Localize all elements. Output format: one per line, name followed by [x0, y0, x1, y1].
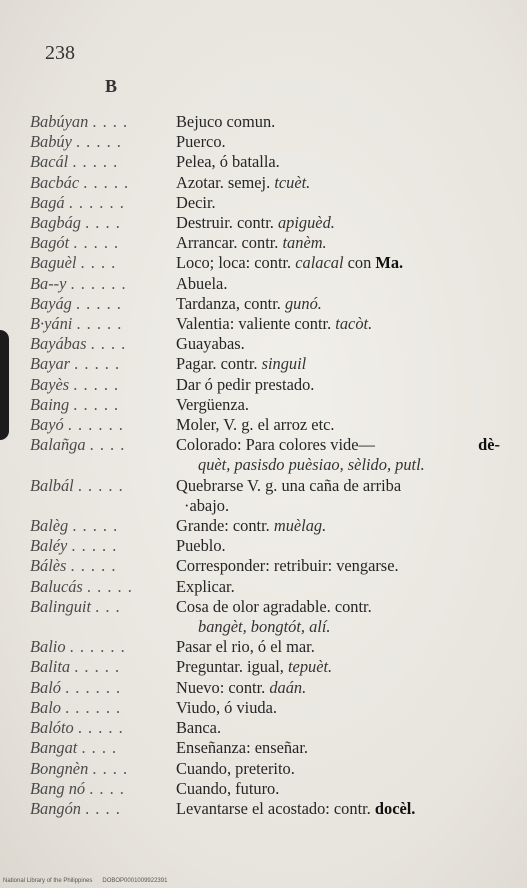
entry-bayo	[30, 415, 500, 435]
entry-term: Balita . . . . .	[30, 657, 121, 677]
entry-definition: Corresponder: retribuir: vengarse.	[176, 556, 399, 576]
entry-baing	[30, 395, 500, 415]
entry-definition: Pagar. contr. singuil	[176, 354, 307, 374]
entry-bacbac	[30, 173, 500, 193]
entry-term: Babúy . . . . .	[30, 132, 122, 152]
entry-definition: Banca.	[176, 718, 222, 738]
entry-babuyan	[30, 112, 500, 132]
entry-bayar	[30, 354, 500, 374]
entry-term: Bálès . . . . .	[30, 556, 117, 576]
entry-bacal	[30, 152, 500, 172]
scan-footer	[3, 878, 167, 884]
entry-term: Bagá . . . . . .	[30, 192, 125, 212]
entry-definition: Destruir. contr. apiguèd.	[176, 213, 335, 233]
entry-balinguit	[30, 597, 500, 637]
entry-babuy	[30, 132, 500, 152]
entry-term: Balinguit . . .	[30, 596, 121, 616]
entry-term: Bacbác . . . . .	[30, 172, 130, 192]
entry-term: Bangón . . . .	[30, 798, 121, 818]
entry-ba-y	[30, 274, 500, 294]
entry-term: B·yáni . . . . .	[30, 314, 123, 334]
entry-term: Baing . . . . .	[30, 394, 120, 414]
entry-term: Bongnèn . . . .	[30, 758, 129, 778]
entry-bayani	[30, 314, 500, 334]
entry-bagbag	[30, 213, 500, 233]
entry-bangon	[30, 799, 500, 819]
entry-definition: Quebrarse V. g. una caña de arriba ·abajo.	[176, 475, 402, 515]
entry-term: Bayar . . . . .	[30, 354, 121, 374]
entry-term: Baléy . . . . .	[30, 536, 118, 556]
entry-definition: Grande: contr. muèlag.	[176, 516, 327, 536]
entry-definition: Nuevo: contr. daán.	[176, 677, 307, 697]
entry-definition: Pasar el rio, ó el mar.	[176, 637, 315, 657]
entry-term: Bayès . . . . .	[30, 374, 120, 394]
entry-definition: Cosa de olor agradable. contr. bangèt, bongtót, alí.	[176, 596, 372, 637]
entry-term: Bangat . . . .	[30, 738, 118, 758]
page-number: 238	[45, 42, 75, 64]
entry-definition: Levantarse el acostado: contr. docèl.	[176, 798, 416, 818]
entry-term: Bacál . . . . .	[30, 152, 119, 172]
entry-term: Bayág . . . . .	[30, 293, 122, 313]
entry-term: Balbál . . . . .	[30, 475, 124, 495]
entry-definition: Puerco.	[176, 132, 226, 152]
entry-definition: Guayabas.	[176, 334, 245, 354]
entry-term: Balañga . . . .	[30, 435, 126, 455]
entry-definition: Arrancar. contr. tanèm.	[176, 233, 327, 253]
entry-balo-nuevo	[30, 678, 500, 698]
entry-definition: Cuando, futuro.	[176, 778, 280, 798]
entry-bayabas	[30, 334, 500, 354]
entry-definition: Pelea, ó batalla.	[176, 152, 280, 172]
entry-definition: Azotar. semej. tcuèt.	[176, 172, 311, 192]
entry-definition: Decir.	[176, 192, 216, 212]
entry-balucas	[30, 577, 500, 597]
entry-balio	[30, 637, 500, 657]
entry-definition: Bejuco comun.	[176, 112, 276, 131]
entry-balanga	[30, 435, 500, 475]
entry-bayag	[30, 294, 500, 314]
entry-bagot	[30, 233, 500, 253]
entry-term: Balèg . . . . .	[30, 516, 119, 536]
entry-definition: Moler, V. g. el arroz etc.	[176, 415, 335, 435]
entry-bang-no	[30, 779, 500, 799]
entry-term: Balucás . . . . .	[30, 576, 133, 596]
entry-definition: Viudo, ó viuda.	[176, 697, 277, 717]
entry-balita	[30, 657, 500, 677]
entry-definition: Explicar.	[176, 576, 235, 596]
entry-baleg	[30, 516, 500, 536]
entry-definition: Cuando, preterito.	[176, 758, 295, 778]
entry-definition: Loco; loca: contr. calacal con Ma.	[176, 253, 404, 273]
entry-term: Ba--y . . . . . .	[30, 273, 127, 293]
entry-definition: Preguntar. igual, tepuèt.	[176, 657, 333, 677]
entry-definition: Enseñanza: enseñar.	[176, 738, 308, 758]
book-spine-shadow	[0, 330, 9, 440]
entry-baga	[30, 193, 500, 213]
entry-term: Baguèl . . . .	[30, 253, 117, 273]
entry-term: Bayó . . . . . .	[30, 415, 124, 435]
footer-library: National Library of the Philippines	[3, 878, 93, 884]
entry-term: Bagót . . . . .	[30, 233, 120, 253]
entry-term: Bang nó . . . .	[30, 778, 125, 798]
entry-definition: Vergüenza.	[176, 394, 249, 414]
dictionary-entries	[30, 112, 500, 819]
entry-term: Bayábas . . . .	[30, 334, 127, 354]
entry-term: Baló . . . . . .	[30, 677, 122, 697]
entry-bayes	[30, 375, 500, 395]
entry-baguel	[30, 253, 500, 273]
entry-bangat	[30, 738, 500, 758]
entry-balbal	[30, 476, 500, 516]
entry-bongnen	[30, 759, 500, 779]
entry-term: Balio . . . . . .	[30, 637, 126, 657]
entry-term: Bagbág . . . .	[30, 213, 121, 233]
entry-definition: Pueblo.	[176, 536, 226, 556]
section-letter: B	[105, 76, 118, 96]
entry-term: Babúyan . . . .	[30, 112, 129, 131]
entry-definition: Dar ó pedir prestado.	[176, 374, 315, 394]
entry-definition: Colorado: Para colores vide— dè- quèt, pasisdo puèsiao, sèlido, putl.	[176, 435, 500, 475]
entry-definition: Abuela.	[176, 273, 228, 293]
entry-baloto	[30, 718, 500, 738]
entry-term: Balo . . . . . .	[30, 697, 122, 717]
entry-bales	[30, 556, 500, 576]
entry-balo-viudo	[30, 698, 500, 718]
entry-definition: Valentia: valiente contr. tacòt.	[176, 314, 373, 334]
entry-baley	[30, 536, 500, 556]
entry-definition: Tardanza, contr. gunó.	[176, 293, 322, 313]
footer-code: DOBOP0001009922391	[102, 878, 168, 884]
entry-term: Balóto . . . . .	[30, 718, 124, 738]
